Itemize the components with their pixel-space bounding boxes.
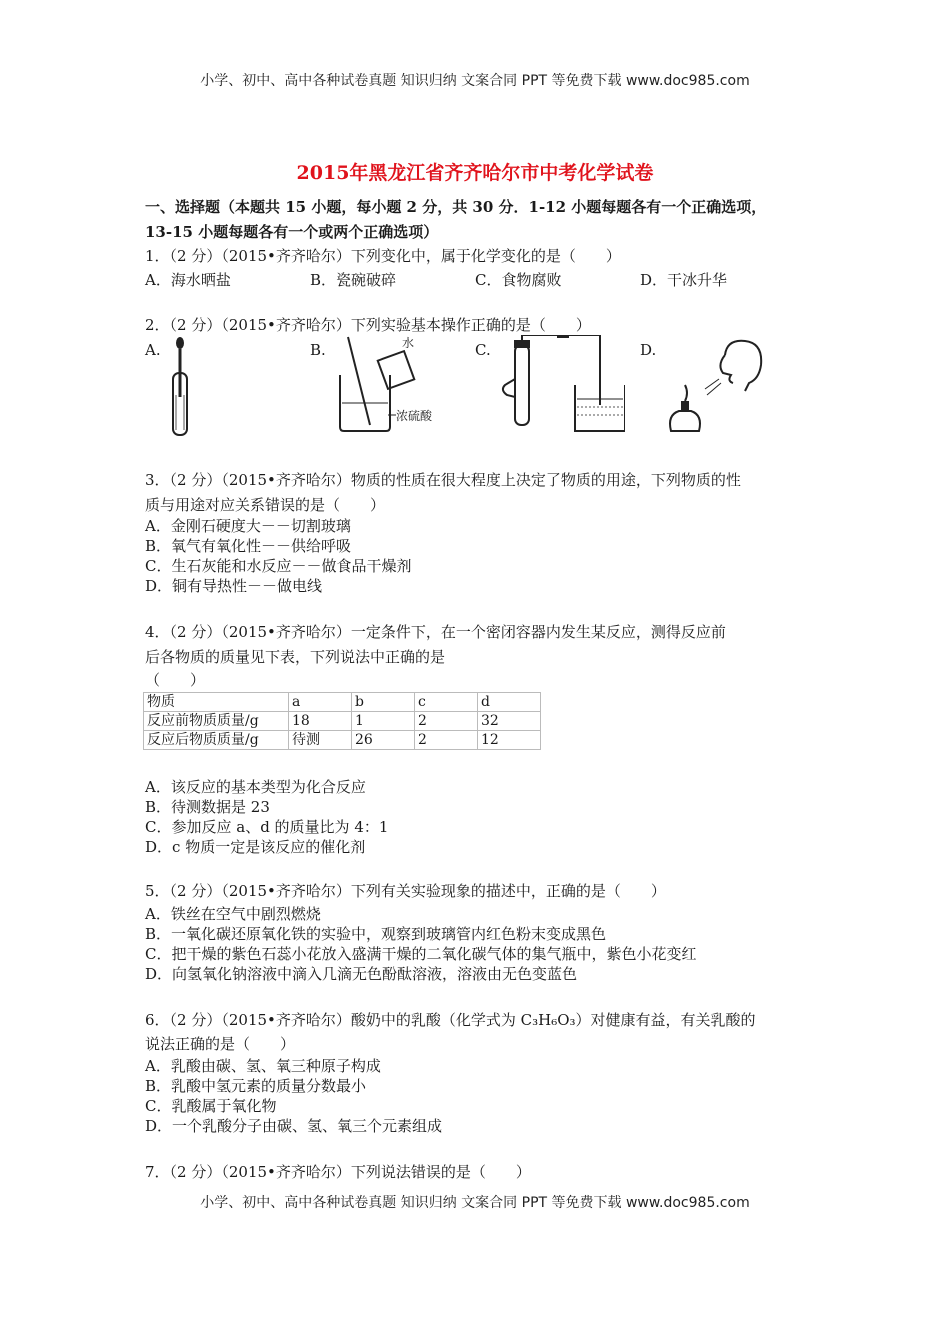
q3-option-d: D．铜有导热性－－做电线	[145, 577, 323, 595]
figure-dropper	[165, 335, 195, 445]
table-cell: 1	[352, 712, 415, 731]
q3-stem-line1: 3．（2 分）（2015•齐齐哈尔）物质的性质在很大程度上决定了物质的用途，下列物质的性	[145, 471, 741, 489]
table-row	[144, 731, 541, 750]
table-cell: c	[415, 693, 478, 712]
q2-stem: 2．（2 分）（2015•齐齐哈尔）下列实验基本操作正确的是（ ）	[145, 316, 591, 334]
table-cell: 反应后物质质量/g	[144, 731, 289, 750]
table-cell: a	[289, 693, 352, 712]
table-cell: 26	[352, 731, 415, 750]
q4-stem-line1: 4．（2 分）（2015•齐齐哈尔）一定条件下，在一个密闭容器内发生某反应，测得反应前	[145, 623, 726, 641]
table-cell: 物质	[144, 693, 289, 712]
q2-option-d: D.	[640, 341, 657, 359]
q4-option-c: C．参加反应 a、d 的质量比为 4：1	[145, 818, 389, 836]
q4-option-d: D．c 物质一定是该反应的催化剂	[145, 838, 366, 856]
q2-option-b: B.	[310, 341, 326, 359]
table-cell: 反应前物质质量/g	[144, 712, 289, 731]
q5-option-a: A．铁丝在空气中剧烈燃烧	[145, 905, 321, 923]
q6-stem-line1: 6．（2 分）（2015•齐齐哈尔）酸奶中的乳酸（化学式为 C₃H₆O₃）对健康有益，有关乳酸的	[145, 1011, 756, 1029]
q6-stem-line2: 说法正确的是（ ）	[145, 1035, 296, 1053]
table-cell: b	[352, 693, 415, 712]
q3-stem-line2: 质与用途对应关系错误的是（ ）	[145, 496, 386, 514]
page-title: 2015年黑龙江省齐齐哈尔市中考化学试卷	[296, 162, 654, 184]
q2-option-c: C.	[475, 341, 491, 359]
page-header: 小学、初中、高中各种试卷真题 知识归纳 文案合同 PPT 等免费下载 www.doc985.com	[200, 73, 750, 89]
q5-stem: 5．（2 分）（2015•齐齐哈尔）下列有关实验现象的描述中，正确的是（ ）	[145, 882, 666, 900]
table-cell: 12	[478, 731, 541, 750]
q3-option-a: A．金刚石硬度大－－切割玻璃	[145, 517, 351, 535]
q5-option-d: D．向氢氧化钠溶液中滴入几滴无色酚酞溶液，溶液由无色变蓝色	[145, 965, 578, 983]
q1-option-c: C．食物腐败	[475, 271, 562, 289]
table-cell: 待测	[289, 731, 352, 750]
figure-alcohol-lamp	[665, 335, 775, 440]
q4-mass-table	[143, 692, 541, 750]
figure-airtight-check	[495, 335, 625, 435]
figure-b-label-water: 水	[402, 336, 415, 350]
figure-b-label-acid: 浓硫酸	[396, 409, 433, 423]
q6-option-b: B．乳酸中氢元素的质量分数最小	[145, 1077, 367, 1095]
q6-option-c: C．乳酸属于氧化物	[145, 1097, 277, 1115]
q4-stem-line3: （ ）	[145, 671, 206, 689]
q6-option-d: D．一个乳酸分子由碳、氢、氧三个元素组成	[145, 1117, 443, 1135]
table-row	[144, 693, 541, 712]
table-cell: 32	[478, 712, 541, 731]
q2-option-a: A.	[145, 341, 161, 359]
q5-option-b: B．一氧化碳还原氧化铁的实验中，观察到玻璃管内红色粉末变成黑色	[145, 925, 607, 943]
q5-option-c: C．把干燥的紫色石蕊小花放入盛满干燥的二氧化碳气体的集气瓶中，紫色小花变红	[145, 945, 697, 963]
section-heading-line2: 13-15 小题每题各有一个或两个正确选项）	[145, 223, 439, 241]
section-heading-line1: 一、选择题（本题共 15 小题，每小题 2 分，共 30 分．1-12 小题每题各有一个正确选项，	[145, 198, 767, 216]
table-cell: 2	[415, 731, 478, 750]
table-cell: d	[478, 693, 541, 712]
q1-option-d: D．干冰升华	[640, 271, 728, 289]
page-footer: 小学、初中、高中各种试卷真题 知识归纳 文案合同 PPT 等免费下载 www.doc985.com	[200, 1195, 750, 1211]
table-cell: 2	[415, 712, 478, 731]
table-cell: 18	[289, 712, 352, 731]
q1-option-b: B．瓷碗破碎	[310, 271, 397, 289]
q4-stem-line2: 后各物质的质量见下表，下列说法中正确的是	[145, 648, 446, 666]
q3-option-c: C．生石灰能和水反应－－做食品干燥剂	[145, 557, 412, 575]
q6-option-a: A．乳酸由碳、氢、氧三种原子构成	[145, 1057, 381, 1075]
q3-option-b: B．氧气有氧化性－－供给呼吸	[145, 537, 352, 555]
table-row	[144, 712, 541, 731]
q1-stem: 1．（2 分）（2015•齐齐哈尔）下列变化中，属于化学变化的是（ ）	[145, 247, 621, 265]
q1-option-a: A．海水晒盐	[145, 271, 231, 289]
q4-option-a: A．该反应的基本类型为化合反应	[145, 778, 366, 796]
figure-dilution	[330, 335, 440, 435]
q7-stem: 7．（2 分）（2015•齐齐哈尔）下列说法错误的是（ ）	[145, 1163, 531, 1181]
q4-option-b: B．待测数据是 23	[145, 798, 270, 816]
